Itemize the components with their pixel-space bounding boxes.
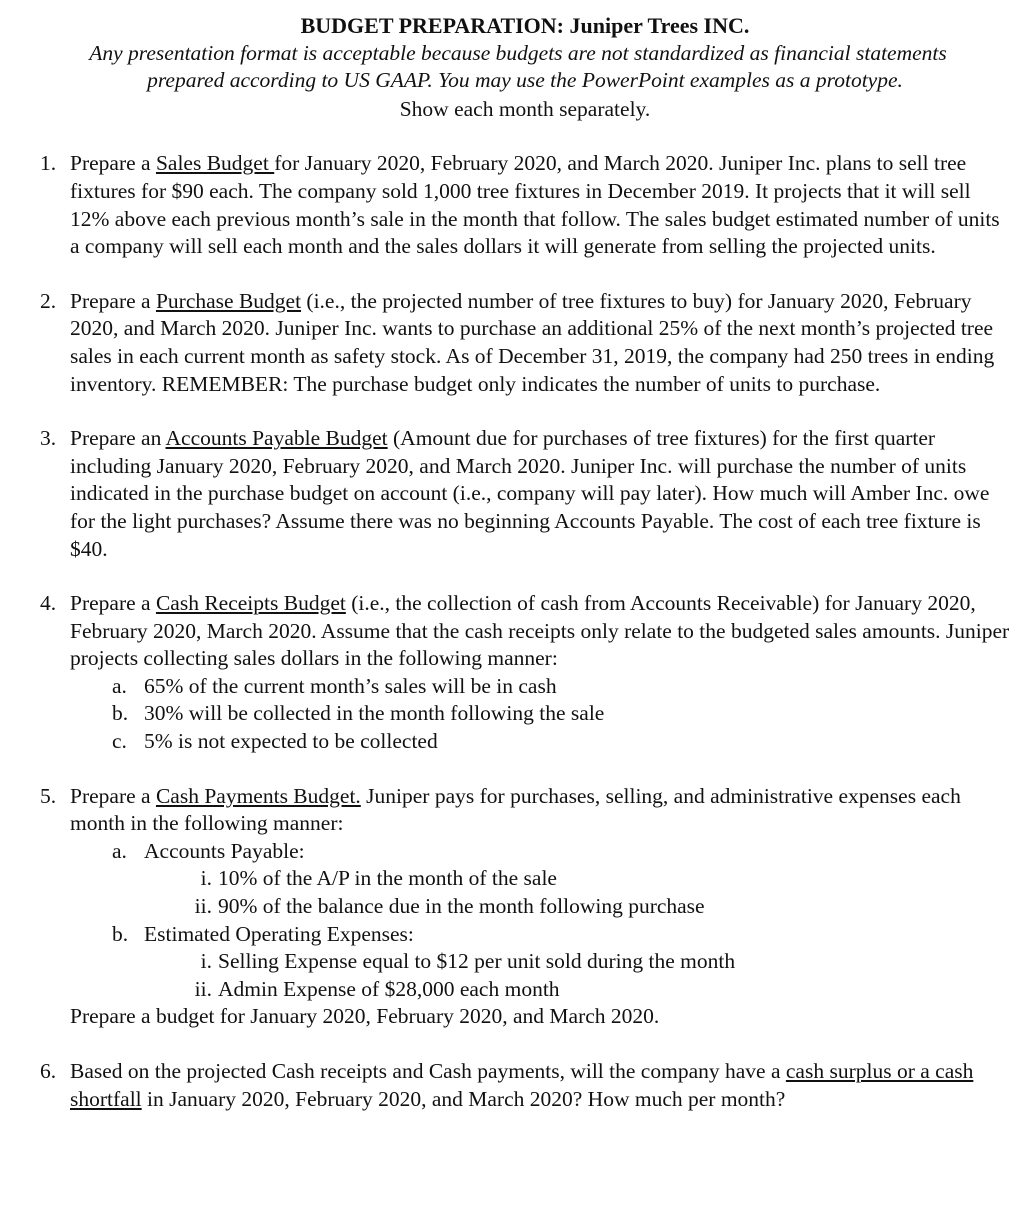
question-number: 5. bbox=[40, 783, 57, 808]
question-text: (i.e., the projected number of tree fixtures to buy) for January 2020, February 2020, and March 2020. Juniper Inc. wants to purchase an additional 25% of the next month’s projected tree sales in each current month as safety stock. As of December 31, 2019, the company had 250 trees in ending inventory. REMEMBER: The purchase budget only indicates the number of units to purchase. bbox=[70, 288, 995, 396]
question-number: 2. bbox=[40, 288, 57, 313]
list-letter: b. bbox=[112, 921, 129, 946]
list-item bbox=[188, 976, 1010, 1004]
list-item-text: 65% of the current month’s sales will be in cash bbox=[144, 673, 557, 698]
list-letter: a. bbox=[112, 838, 127, 863]
list-item bbox=[188, 893, 1010, 921]
list-item-text: Accounts Payable: bbox=[144, 838, 305, 863]
list-letter: b. bbox=[112, 701, 129, 726]
question-text-lead: Prepare a bbox=[70, 591, 156, 616]
accounts-payable-budget-term: Accounts Payable Budget bbox=[165, 426, 388, 451]
list-item bbox=[112, 673, 1010, 701]
question-text: (Amount due for purchases of tree fixtures) for the first quarter including January 2020, February 2020, and March 2020. Juniper Inc. will purchase the number of units indicated in the purchase budget on account (i.e., company will pay later). How much will Amber Inc. owe for the light purchases? Assume there was no beginning Accounts Payable. The cost of each tree fixture is $40. bbox=[70, 426, 990, 561]
question-list bbox=[40, 150, 1010, 1113]
question-text: in January 2020, February 2020, and March 2020? How much per month? bbox=[141, 1086, 786, 1111]
question-text-lead: Prepare a bbox=[70, 288, 156, 313]
header bbox=[40, 12, 1010, 123]
list-numeral: i. bbox=[200, 949, 212, 974]
question-5 bbox=[40, 783, 1010, 1031]
question-text-lead: Prepare a bbox=[70, 151, 156, 176]
cash-surplus-shortfall-term: cash surplus or a cash shortfall bbox=[70, 1059, 974, 1111]
list-item-text: 30% will be collected in the month following the sale bbox=[144, 701, 605, 726]
question-2 bbox=[40, 288, 1010, 398]
question-closing: Prepare a budget for January 2020, February 2020, and March 2020. bbox=[70, 1004, 660, 1029]
list-letter: c. bbox=[112, 729, 127, 754]
question-text-lead: Prepare a bbox=[70, 783, 156, 808]
list-item-text: Selling Expense equal to $12 per unit sold during the month bbox=[218, 949, 736, 974]
intro-line-1: Any presentation format is acceptable because budgets are not standardized as financial statements bbox=[89, 40, 947, 65]
question-text-lead: Based on the projected Cash receipts and Cash payments, will the company have a bbox=[70, 1059, 786, 1083]
question-1 bbox=[40, 150, 1010, 260]
question-text: (i.e., the collection of cash from Accounts Receivable) for January 2020, February 2020, March 2020. Assume that the cash receipts only relate to the budgeted sales amounts. Juniper projects collecting sales dollars in the following manner: bbox=[70, 591, 1010, 671]
list-item-text: 90% of the balance due in the month following purchase bbox=[218, 894, 705, 919]
list-item-text: 10% of the A/P in the month of the sale bbox=[218, 866, 557, 891]
list-letter: a. bbox=[112, 673, 127, 698]
list-item bbox=[188, 865, 1010, 893]
page-title: BUDGET PREPARATION: Juniper Trees INC. bbox=[300, 13, 750, 38]
question-number: 1. bbox=[40, 151, 57, 176]
list-item bbox=[112, 838, 1010, 921]
operating-expense-terms bbox=[144, 948, 1010, 1003]
cash-receipts-budget-term: Cash Receipts Budget bbox=[155, 591, 346, 616]
sales-budget-term: Sales Budget bbox=[155, 151, 275, 176]
question-number: 4. bbox=[40, 591, 57, 616]
intro-line-2: prepared according to US GAAP. You may use the PowerPoint examples as a prototype. bbox=[147, 68, 903, 93]
list-item-text: 5% is not expected to be collected bbox=[144, 729, 438, 754]
cash-payments-budget-term: Cash Payments Budget. bbox=[155, 783, 361, 808]
purchase-budget-term: Purchase Budget bbox=[155, 288, 302, 313]
show-months-note: Show each month separately. bbox=[399, 96, 651, 121]
accounts-payable-terms bbox=[144, 865, 1010, 920]
question-4 bbox=[40, 590, 1010, 756]
intro-note bbox=[40, 40, 1010, 95]
list-item bbox=[188, 948, 1010, 976]
list-numeral: i. bbox=[200, 866, 212, 891]
question-6 bbox=[40, 1058, 1010, 1113]
question-3 bbox=[40, 425, 1010, 563]
list-numeral: ii. bbox=[194, 894, 212, 919]
list-item bbox=[112, 921, 1010, 1004]
list-item-text: Estimated Operating Expenses: bbox=[144, 921, 414, 946]
question-number: 3. bbox=[40, 426, 57, 451]
question-text-lead: Prepare an bbox=[70, 426, 166, 451]
payment-terms-list bbox=[70, 838, 1010, 1004]
list-item-text: Admin Expense of $28,000 each month bbox=[218, 976, 560, 1001]
list-item bbox=[112, 700, 1010, 728]
question-text: for January 2020, February 2020, and March 2020. Juniper Inc. plans to sell tree fixtures for $90 each. The company sold 1,000 tree fixtures in December 2019. It projects that it will sell 12% above each previous month’s sale in the month that follow. The sales budget estimated number of units a company will sell each month and the sales dollars it will generate from selling the projected units. bbox=[70, 151, 1000, 259]
collection-terms-list bbox=[70, 673, 1010, 756]
question-text: Juniper pays for purchases, selling, and administrative expenses each month in the following manner: bbox=[70, 783, 961, 836]
list-numeral: ii. bbox=[194, 976, 212, 1001]
question-number: 6. bbox=[40, 1059, 57, 1083]
list-item bbox=[112, 728, 1010, 756]
